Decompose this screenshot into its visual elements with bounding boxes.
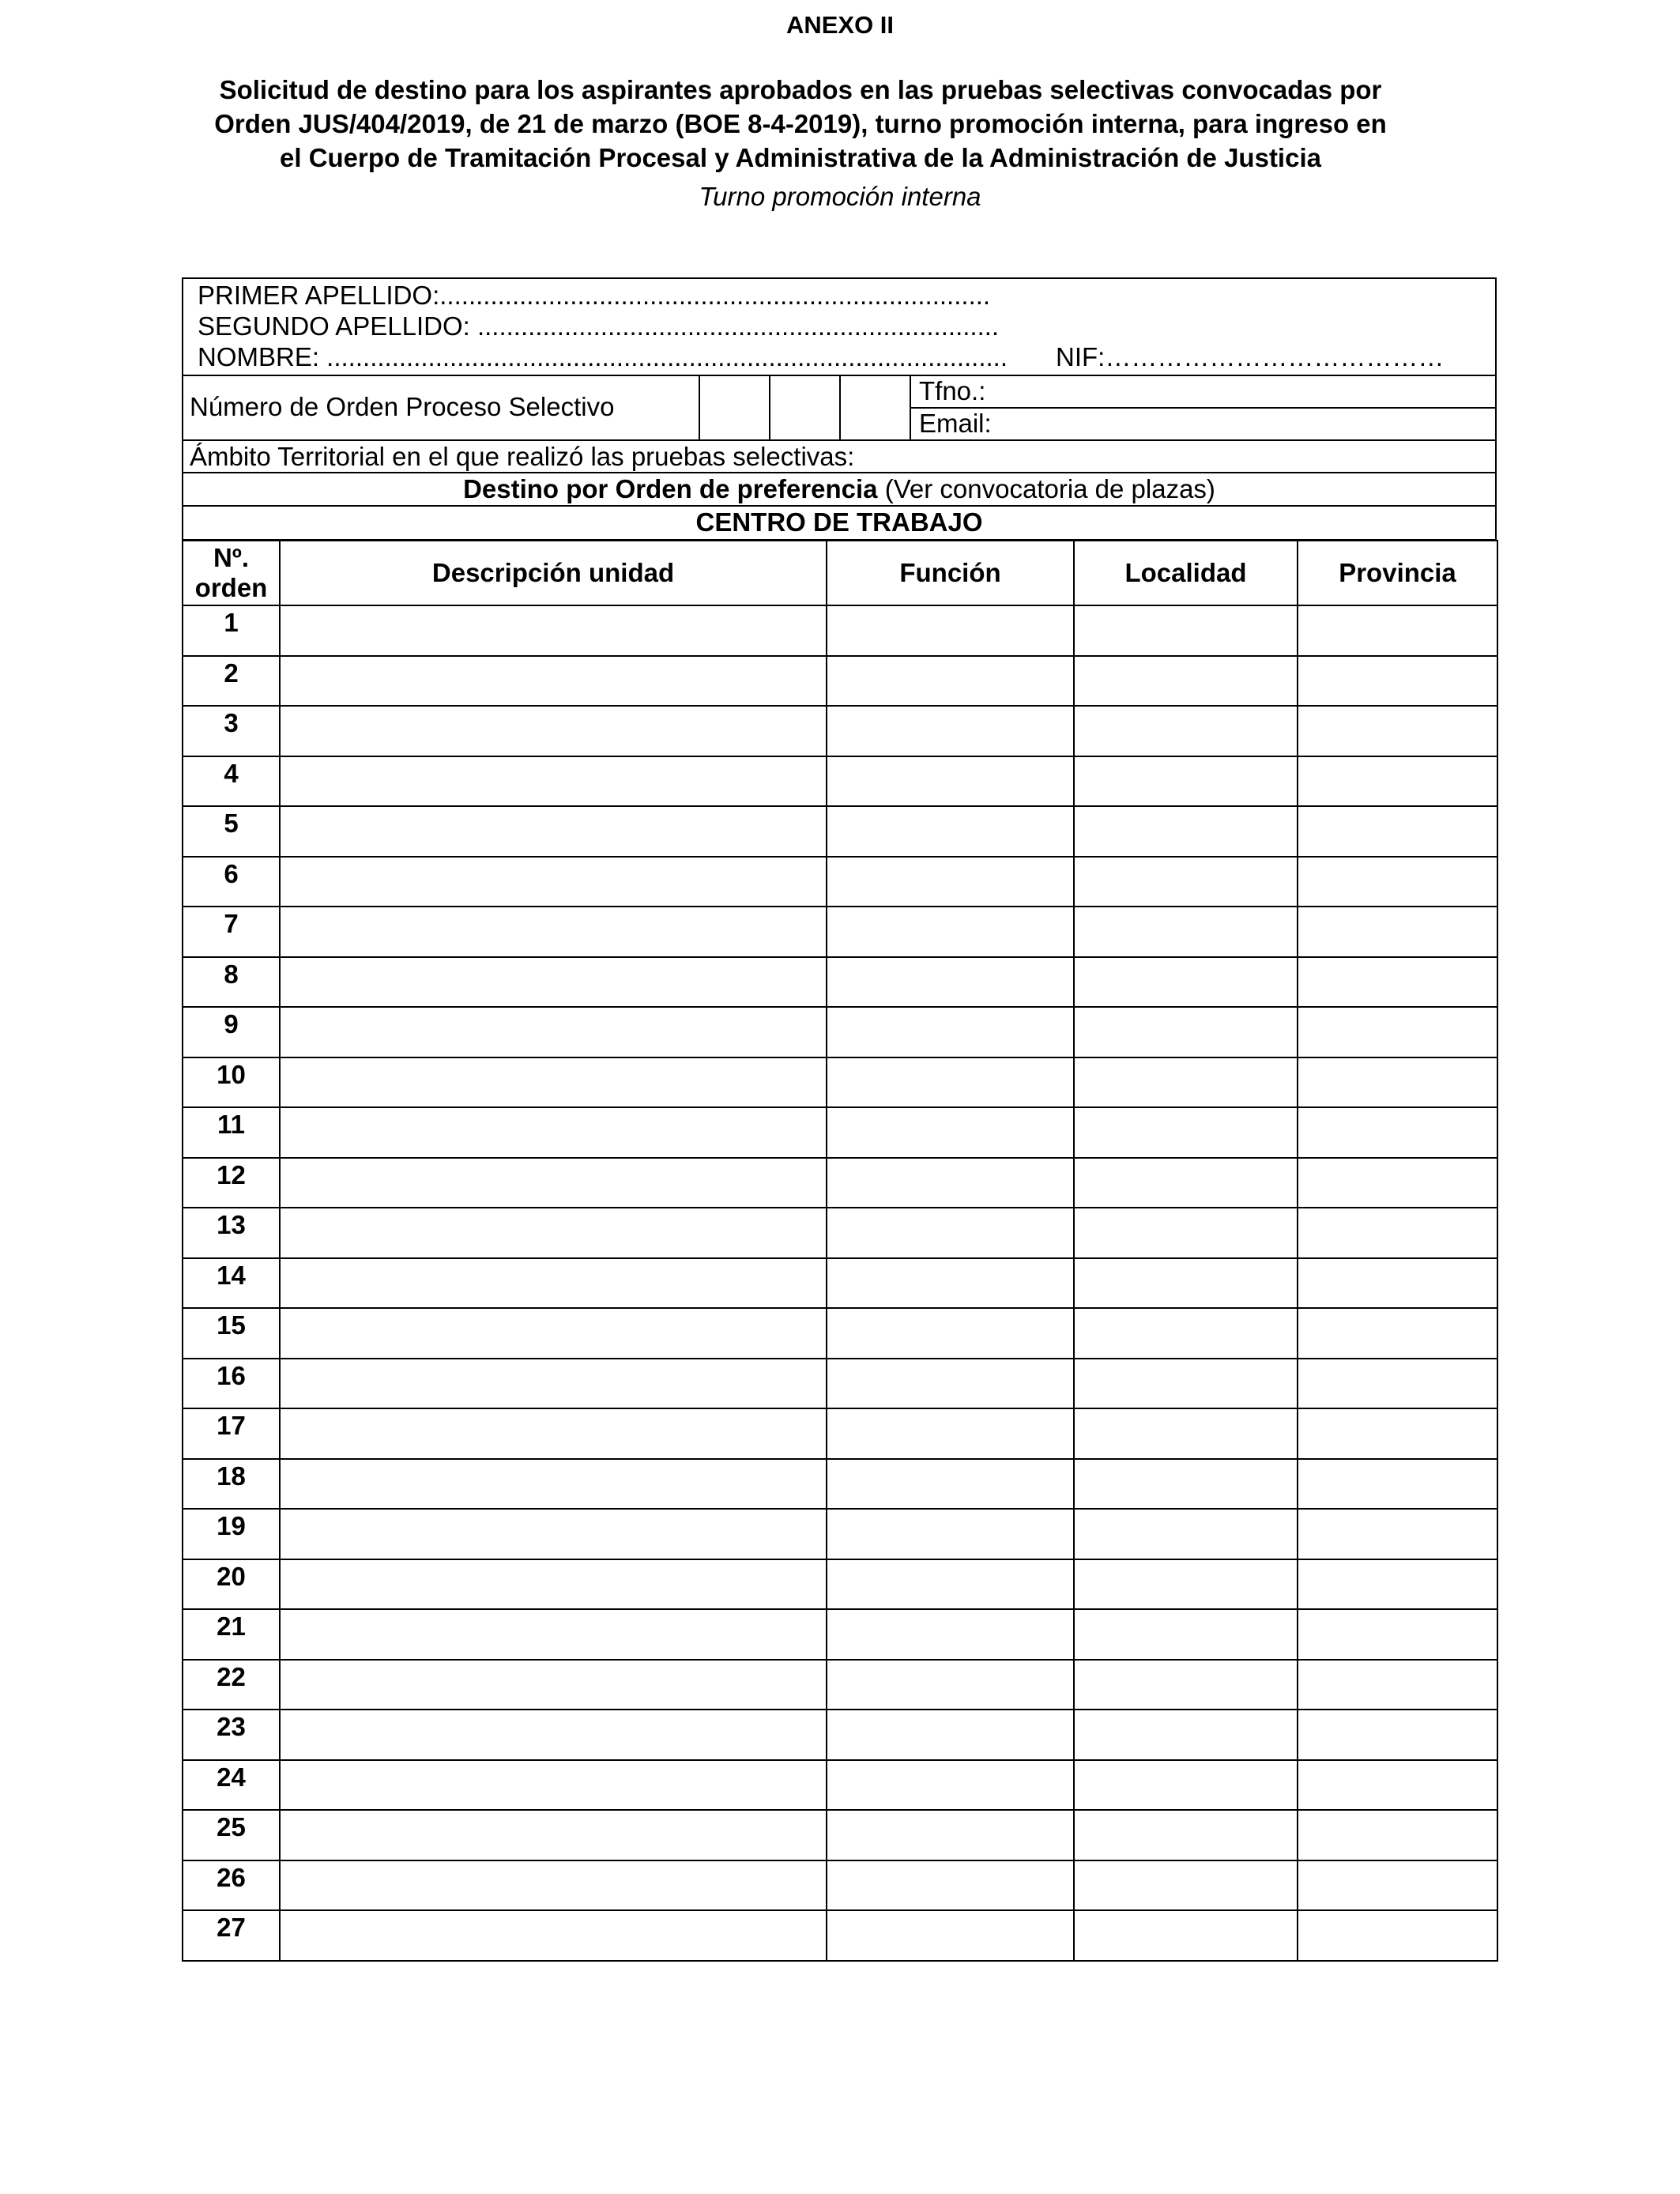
funcion-cell[interactable] <box>827 1810 1074 1860</box>
funcion-cell[interactable] <box>827 1208 1074 1258</box>
table-row <box>183 1559 1497 1610</box>
funcion-cell[interactable] <box>827 1860 1074 1911</box>
provincia-cell[interactable] <box>1298 907 1497 957</box>
orden-digit-box[interactable] <box>699 375 770 441</box>
document-subheading: Turno promoción interna <box>699 182 981 211</box>
funcion-cell[interactable] <box>827 1057 1074 1108</box>
row-number: 27 <box>183 1910 280 1961</box>
row-number: 23 <box>183 1710 280 1760</box>
nif-field[interactable]: NIF:………………………………… <box>1056 342 1445 371</box>
localidad-cell[interactable] <box>1074 1559 1298 1610</box>
localidad-cell[interactable] <box>1074 1308 1298 1359</box>
provincia-cell[interactable] <box>1298 1208 1497 1258</box>
localidad-cell[interactable] <box>1074 1910 1298 1961</box>
table-row <box>183 656 1497 707</box>
ambito-label: Ámbito Territorial en el que realizó las pruebas selectivas: <box>190 442 855 471</box>
descripcion-cell[interactable] <box>280 1258 827 1309</box>
table-row <box>183 1760 1497 1811</box>
table-row <box>183 1308 1497 1359</box>
row-number: 6 <box>183 857 280 907</box>
tfno-label: Tfno.: <box>919 376 986 405</box>
provincia-cell[interactable] <box>1298 605 1497 656</box>
localidad-cell[interactable] <box>1074 1258 1298 1309</box>
descripcion-cell[interactable] <box>280 656 827 707</box>
provincia-cell[interactable] <box>1298 1860 1497 1911</box>
localidad-cell[interactable] <box>1074 806 1298 857</box>
localidad-cell[interactable] <box>1074 706 1298 756</box>
provincia-cell[interactable] <box>1298 756 1497 807</box>
funcion-cell[interactable] <box>827 756 1074 807</box>
table-row <box>183 857 1497 907</box>
localidad-cell[interactable] <box>1074 656 1298 707</box>
email-box[interactable] <box>910 407 1497 441</box>
row-number: 1 <box>183 605 280 656</box>
funcion-cell[interactable] <box>827 1910 1074 1961</box>
provincia-cell[interactable] <box>1298 1057 1497 1108</box>
localidad-cell[interactable] <box>1074 605 1298 656</box>
table-row <box>183 1509 1497 1559</box>
col-header-provincia: Provincia <box>1298 541 1497 605</box>
row-number: 20 <box>183 1559 280 1610</box>
descripcion-cell[interactable] <box>280 1559 827 1610</box>
provincia-cell[interactable] <box>1298 1408 1497 1459</box>
row-number: 2 <box>183 656 280 707</box>
primer-apellido-field[interactable]: PRIMER APELLIDO:............................................................................ <box>198 281 991 310</box>
funcion-cell[interactable] <box>827 1258 1074 1309</box>
col-header-funcion: Función <box>827 541 1074 605</box>
row-number: 15 <box>183 1308 280 1359</box>
descripcion-cell[interactable] <box>280 806 827 857</box>
table-row <box>183 1158 1497 1208</box>
descripcion-cell[interactable] <box>280 1459 827 1510</box>
descripcion-cell[interactable] <box>280 1107 827 1158</box>
funcion-cell[interactable] <box>827 605 1074 656</box>
localidad-cell[interactable] <box>1074 1359 1298 1409</box>
provincia-cell[interactable] <box>1298 1007 1497 1057</box>
row-number: 8 <box>183 957 280 1008</box>
row-number: 5 <box>183 806 280 857</box>
descripcion-cell[interactable] <box>280 957 827 1008</box>
provincia-cell[interactable] <box>1298 1509 1497 1559</box>
provincia-cell[interactable] <box>1298 1609 1497 1660</box>
nombre-field[interactable]: NOMBRE: .............................................................................................. <box>198 342 1008 371</box>
table-row <box>183 1258 1497 1309</box>
table-row <box>183 1408 1497 1459</box>
destino-label-bold: Destino por Orden de preferencia <box>463 474 878 503</box>
descripcion-cell[interactable] <box>280 706 827 756</box>
row-number: 10 <box>183 1057 280 1108</box>
descripcion-cell[interactable] <box>280 1910 827 1961</box>
provincia-cell[interactable] <box>1298 1258 1497 1309</box>
localidad-cell[interactable] <box>1074 1609 1298 1660</box>
table-row <box>183 1107 1497 1158</box>
row-number: 17 <box>183 1408 280 1459</box>
tfno-box[interactable] <box>910 375 1497 409</box>
provincia-cell[interactable] <box>1298 1910 1497 1961</box>
funcion-cell[interactable] <box>827 1760 1074 1811</box>
table-row <box>183 706 1497 756</box>
descripcion-cell[interactable] <box>280 1208 827 1258</box>
funcion-cell[interactable] <box>827 857 1074 907</box>
col-header-orden: Nº. orden <box>183 541 280 605</box>
localidad-cell[interactable] <box>1074 1408 1298 1459</box>
row-number: 12 <box>183 1158 280 1208</box>
row-number: 9 <box>183 1007 280 1057</box>
heading-line: Orden JUS/404/2019, de 21 de marzo (BOE 8-4-2019), turno promoción interna, para ingreso en <box>214 109 1387 138</box>
funcion-cell[interactable] <box>827 806 1074 857</box>
descripcion-cell[interactable] <box>280 857 827 907</box>
localidad-cell[interactable] <box>1074 756 1298 807</box>
localidad-cell[interactable] <box>1074 1710 1298 1760</box>
descripcion-cell[interactable] <box>280 907 827 957</box>
descripcion-cell[interactable] <box>280 1308 827 1359</box>
descripcion-cell[interactable] <box>280 1158 827 1208</box>
descripcion-cell[interactable] <box>280 1660 827 1710</box>
provincia-cell[interactable] <box>1298 1559 1497 1610</box>
table-row <box>183 1359 1497 1409</box>
provincia-cell[interactable] <box>1298 957 1497 1008</box>
row-number: 7 <box>183 907 280 957</box>
centro-de-trabajo-label: CENTRO DE TRABAJO <box>695 507 983 537</box>
funcion-cell[interactable] <box>827 1408 1074 1459</box>
provincia-cell[interactable] <box>1298 656 1497 707</box>
descripcion-cell[interactable] <box>280 1509 827 1559</box>
heading-line: el Cuerpo de Tramitación Procesal y Administrativa de la Administración de Justicia <box>280 143 1321 172</box>
provincia-cell[interactable] <box>1298 706 1497 756</box>
descripcion-cell[interactable] <box>280 1710 827 1760</box>
provincia-cell[interactable] <box>1298 1107 1497 1158</box>
descripcion-cell[interactable] <box>280 605 827 656</box>
funcion-cell[interactable] <box>827 1107 1074 1158</box>
funcion-cell[interactable] <box>827 1710 1074 1760</box>
table-row <box>183 1208 1497 1258</box>
destino-label-note: (Ver convocatoria de plazas) <box>877 474 1215 503</box>
row-number: 21 <box>183 1609 280 1660</box>
table-row <box>183 605 1497 656</box>
localidad-cell[interactable] <box>1074 1158 1298 1208</box>
funcion-cell[interactable] <box>827 1559 1074 1610</box>
descripcion-cell[interactable] <box>280 1057 827 1108</box>
descripcion-cell[interactable] <box>280 756 827 807</box>
descripcion-cell[interactable] <box>280 1760 827 1811</box>
localidad-cell[interactable] <box>1074 1760 1298 1811</box>
funcion-cell[interactable] <box>827 1158 1074 1208</box>
destination-preferences-table <box>182 540 1498 1962</box>
provincia-cell[interactable] <box>1298 1810 1497 1860</box>
table-row <box>183 907 1497 957</box>
localidad-cell[interactable] <box>1074 1509 1298 1559</box>
table-row <box>183 1910 1497 1961</box>
table-row <box>183 1660 1497 1710</box>
heading-line: Solicitud de destino para los aspirantes aprobados en las pruebas selectivas convocadas por <box>219 75 1382 104</box>
table-body <box>183 605 1497 1961</box>
row-number: 25 <box>183 1810 280 1860</box>
funcion-cell[interactable] <box>827 957 1074 1008</box>
localidad-cell[interactable] <box>1074 1660 1298 1710</box>
descripcion-cell[interactable] <box>280 1860 827 1911</box>
localidad-cell[interactable] <box>1074 1007 1298 1057</box>
localidad-cell[interactable] <box>1074 1107 1298 1158</box>
col-header-descripcion: Descripción unidad <box>280 541 827 605</box>
table-row <box>183 806 1497 857</box>
document-heading <box>126 73 1475 175</box>
descripcion-cell[interactable] <box>280 1810 827 1860</box>
localidad-cell[interactable] <box>1074 1860 1298 1911</box>
descripcion-cell[interactable] <box>280 1609 827 1660</box>
localidad-cell[interactable] <box>1074 907 1298 957</box>
table-row <box>183 1860 1497 1911</box>
table-row <box>183 1810 1497 1860</box>
funcion-cell[interactable] <box>827 907 1074 957</box>
funcion-cell[interactable] <box>827 1509 1074 1559</box>
annex-title: ANEXO II <box>785 11 895 39</box>
destino-label <box>182 474 1497 504</box>
provincia-cell[interactable] <box>1298 1459 1497 1510</box>
orden-digit-box[interactable] <box>769 375 841 441</box>
numero-orden-label: Número de Orden Proceso Selectivo <box>190 392 615 421</box>
row-number: 13 <box>183 1208 280 1258</box>
email-label: Email: <box>919 409 992 438</box>
localidad-cell[interactable] <box>1074 1208 1298 1258</box>
row-number: 18 <box>183 1459 280 1510</box>
localidad-cell[interactable] <box>1074 857 1298 907</box>
descripcion-cell[interactable] <box>280 1408 827 1459</box>
funcion-cell[interactable] <box>827 706 1074 756</box>
row-number: 3 <box>183 706 280 756</box>
table-row <box>183 1459 1497 1510</box>
row-number: 11 <box>183 1107 280 1158</box>
localidad-cell[interactable] <box>1074 1810 1298 1860</box>
row-number: 26 <box>183 1860 280 1911</box>
funcion-cell[interactable] <box>827 1359 1074 1409</box>
descripcion-cell[interactable] <box>280 1007 827 1057</box>
row-number: 16 <box>183 1359 280 1409</box>
provincia-cell[interactable] <box>1298 1158 1497 1208</box>
row-number: 14 <box>183 1258 280 1309</box>
descripcion-cell[interactable] <box>280 1359 827 1409</box>
segundo-apellido-field[interactable]: SEGUNDO APELLIDO: ........................................................................ <box>198 311 1000 341</box>
row-number: 19 <box>183 1509 280 1559</box>
provincia-cell[interactable] <box>1298 1710 1497 1760</box>
table-row <box>183 1007 1497 1057</box>
orden-digit-box[interactable] <box>839 375 911 441</box>
provincia-cell[interactable] <box>1298 1760 1497 1811</box>
provincia-cell[interactable] <box>1298 1359 1497 1409</box>
row-number: 4 <box>183 756 280 807</box>
table-row <box>183 1609 1497 1660</box>
row-number: 24 <box>183 1760 280 1811</box>
row-number: 22 <box>183 1660 280 1710</box>
funcion-cell[interactable] <box>827 1609 1074 1660</box>
table-row <box>183 957 1497 1008</box>
localidad-cell[interactable] <box>1074 1459 1298 1510</box>
funcion-cell[interactable] <box>827 656 1074 707</box>
funcion-cell[interactable] <box>827 1308 1074 1359</box>
provincia-cell[interactable] <box>1298 1660 1497 1710</box>
funcion-cell[interactable] <box>827 1660 1074 1710</box>
provincia-cell[interactable] <box>1298 806 1497 857</box>
funcion-cell[interactable] <box>827 1459 1074 1510</box>
table-row <box>183 756 1497 807</box>
localidad-cell[interactable] <box>1074 957 1298 1008</box>
col-header-localidad: Localidad <box>1074 541 1298 605</box>
provincia-cell[interactable] <box>1298 1308 1497 1359</box>
table-row <box>183 1057 1497 1108</box>
provincia-cell[interactable] <box>1298 857 1497 907</box>
funcion-cell[interactable] <box>827 1007 1074 1057</box>
localidad-cell[interactable] <box>1074 1057 1298 1108</box>
table-header-row <box>183 541 1497 605</box>
table-row <box>183 1710 1497 1760</box>
